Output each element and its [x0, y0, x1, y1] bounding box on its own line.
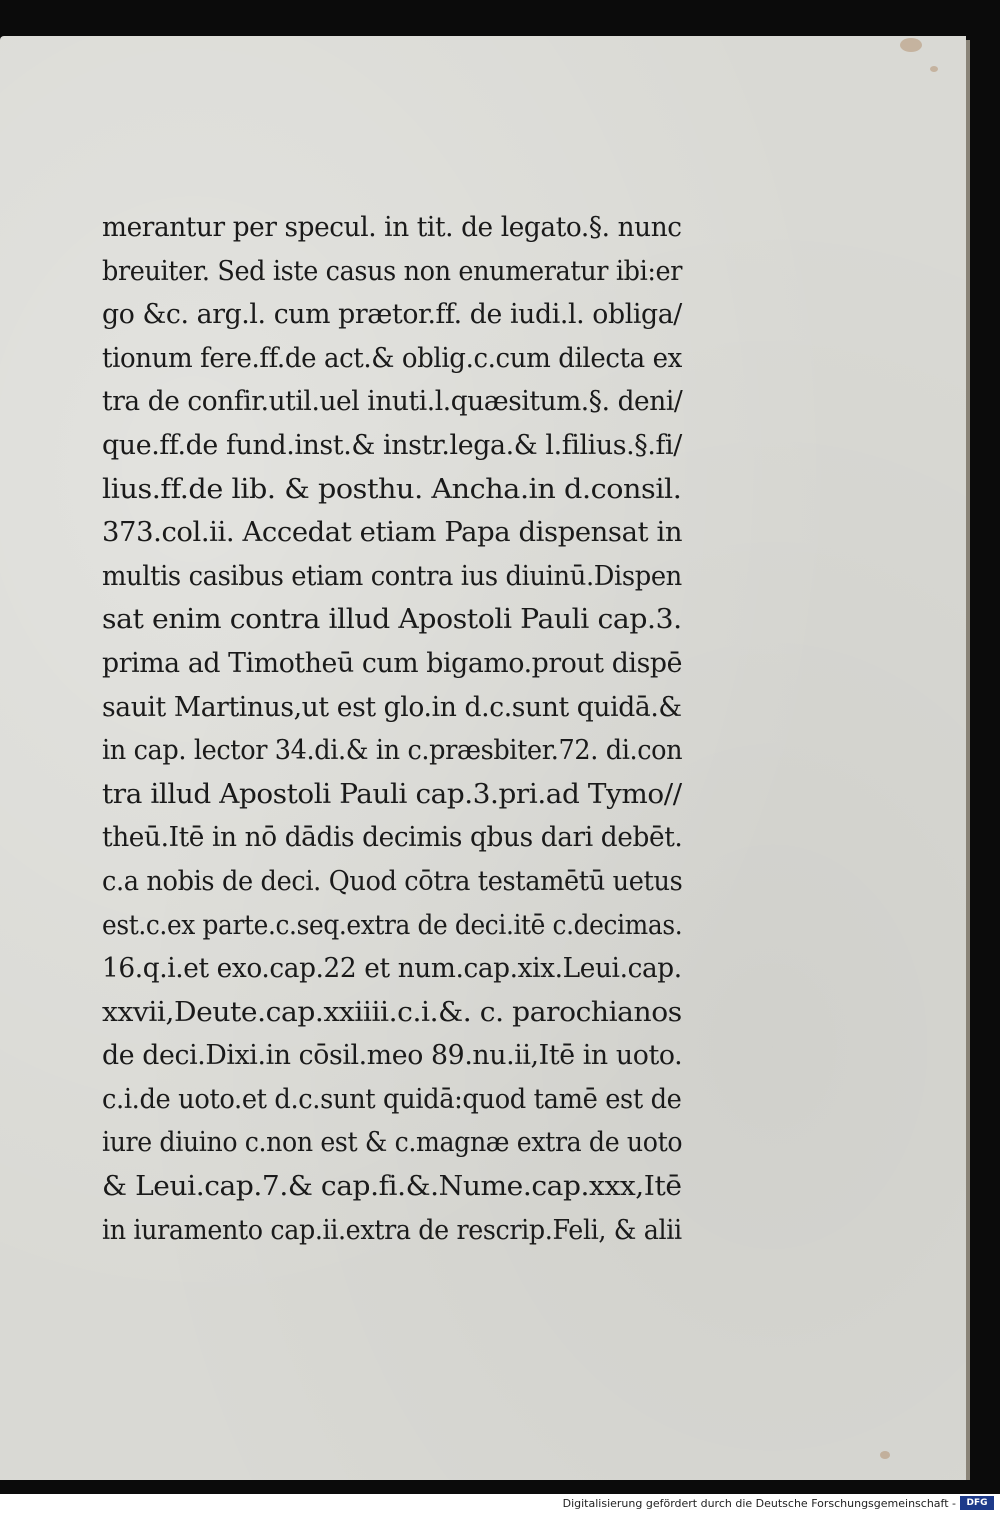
text-line: prima ad Timotheū cum bigamo.prout dispē	[102, 647, 683, 679]
text-line: in iuramento cap.ii.extra de rescrip.Feli, & alii	[102, 1214, 682, 1246]
text-line: iure diuino c.non est & c.magnæ extra de uoto	[102, 1127, 683, 1159]
text-line: lius.ff.de lib. & posthu. Ancha.in d.consil.	[102, 473, 682, 505]
footer-bar	[0, 1494, 1000, 1514]
dfg-logo: DFG	[960, 1496, 994, 1510]
text-line: de deci.Dixi.in cōsil.meo 89.nu.ii,Itē in uoto.	[102, 1040, 683, 1072]
text-line: c.a nobis de deci. Quod cōtra testamētū uetus	[102, 865, 683, 897]
page-edge	[966, 40, 970, 1480]
text-line: & Leui.cap.7.& cap.fi.&.Nume.cap.xxx,Itē	[102, 1171, 682, 1203]
text-line: breuiter. Sed iste casus non enumeratur ibi:er	[102, 255, 683, 287]
text-line: que.ff.de fund.inst.& instr.lega.& l.filius.§.fi/	[102, 429, 682, 461]
text-line: tra de confir.util.uel inuti.l.quæsitum.§. deni/	[102, 386, 683, 418]
text-line: go &c. arg.l. cum prætor.ff. de iudi.l. obliga/	[102, 299, 682, 331]
text-line: xxvii,Deute.cap.xxiiii.c.i.&. c. parochianos	[102, 996, 682, 1028]
text-line: 16.q.i.et exo.cap.22 et num.cap.xix.Leui.cap.	[102, 953, 682, 985]
text-line: theū.Itē in nō dādis decimis qbus dari debēt.	[102, 822, 683, 854]
foxing-stain	[930, 66, 938, 72]
funding-credit: Digitalisierung gefördert durch die Deutsche Forschungsgemeinschaft -	[562, 1497, 956, 1510]
foxing-stain	[880, 1451, 890, 1459]
body-text	[102, 206, 682, 1252]
foxing-stain	[900, 38, 922, 52]
text-line: 373.col.ii. Accedat etiam Papa dispensat in	[102, 517, 683, 549]
text-line: multis casibus etiam contra ius diuinū.Dispen	[102, 560, 682, 592]
text-line: merantur per specul. in tit. de legato.§. nunc	[102, 212, 682, 243]
book-page	[0, 36, 966, 1480]
text-line: sauit Martinus,ut est glo.in d.c.sunt quidā.&	[102, 691, 682, 723]
text-line: tionum fere.ff.de act.& oblig.c.cum dilecta ex	[102, 342, 682, 374]
text-line: c.i.de uoto.et d.c.sunt quidā:quod tamē est de	[102, 1083, 682, 1115]
text-line: tra illud Apostoli Pauli cap.3.pri.ad Tymo//	[102, 778, 682, 810]
text-line: sat enim contra illud Apostoli Pauli cap.3.	[102, 604, 682, 636]
text-line: in cap. lector 34.di.& in c.præsbiter.72. di.con	[102, 735, 683, 767]
text-line: est.c.ex parte.c.seq.extra de deci.itē c.decimas.	[102, 909, 683, 941]
